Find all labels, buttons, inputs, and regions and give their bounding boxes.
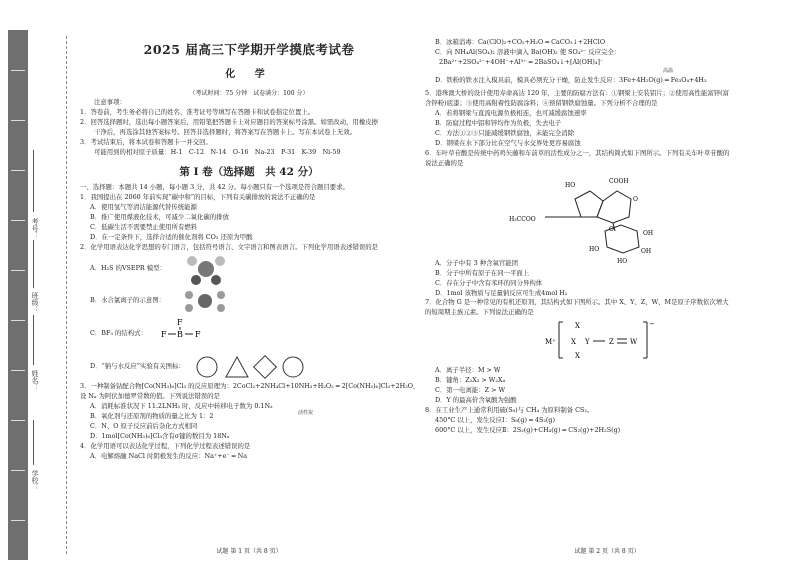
label-ho-2: HO — [589, 245, 600, 253]
note-line: 干净后，再选涂其他答案标号。回答非选择题时，将答案写在答题卡上。写在本试卷上无效。 — [94, 127, 357, 136]
exam-number-field-label: 考号： — [31, 218, 39, 239]
q1-option-b: B．推广使用煤液化技术，可减少二氧化碳的排放 — [90, 212, 229, 221]
label-m: M⁺ — [545, 338, 556, 347]
q3-option-d: D．1mol[Co(NH₃)₆]Cl₃含有σ键的数目为 18Nₐ — [90, 432, 230, 441]
svg-text:F: F — [176, 318, 183, 328]
q5-option-c: C．方法①②③只能减缓钢铁腐蚀，未能完全消除 — [435, 129, 575, 138]
q1-option-d: D．在一定条件下，选择合适的催化剂将 CO₂ 还原为甲酸 — [90, 232, 253, 241]
q4-condition: 高温 — [663, 67, 674, 74]
school-field-label: 学校： — [31, 470, 39, 491]
note-line: 3．考试结束后，将本试卷和答题卡一并交回。 — [80, 137, 212, 146]
q7-stem-2: 的短周期主族元素。下列说法正确的是 — [425, 308, 534, 317]
q1-stem: 1．我国提出在 2060 年前实现“碳中和”的目标，下列有关碳排放的说法不正确的是 — [80, 192, 316, 201]
label-charge: − — [649, 320, 655, 329]
vsepr-model-image — [176, 252, 236, 286]
q4-option-a: A．电解熔融 NaCl 时阴极发生的反应：Na⁺+e⁻ ═ Na — [90, 451, 248, 460]
svg-text:F: F — [194, 330, 201, 340]
q4-equation-c: 2Ba²⁺+2SO₄²⁻+4OH⁻+Al³⁺ ═ 2BaSO₄↓+[Al(OH)₄]⁻ — [439, 57, 604, 66]
school-field-line[interactable] — [33, 420, 34, 465]
q3-option-b: B．氧化剂与还原剂的物质的量之比为 1：2 — [90, 412, 214, 421]
q7-option-c: C．第一电离能：Z > W — [435, 386, 506, 395]
page-one — [80, 0, 418, 562]
svg-text:F: F — [160, 330, 167, 340]
exam-meta: （考试时间：75 分钟 试卷满分：100 分） — [189, 89, 309, 97]
q1-option-c: C．低碳生活不需要禁止使用所有燃料 — [90, 222, 198, 231]
q4-option-c: C．向 NH₄Al(SO₄)₂ 溶液中滴入 Ba(OH)₂ 使 SO₄²⁻ 反应完全： — [435, 47, 621, 56]
q2-option-d: D．“钠与水反应”实验有关图标： — [90, 362, 185, 371]
q1-option-a: A．使用氢气等清洁能源代替传统能源 — [90, 202, 197, 211]
page-one-footer: 试题 第 1 页（共 8 页） — [216, 547, 282, 555]
label-ring-o: O — [633, 195, 638, 203]
section-instruction: 一、选择题：本题共 14 小题，每小题 3 分，共 42 分。每小题只有一个选项是符合题目要求。 — [80, 182, 349, 191]
q7-option-b: B．键角：Z₂X₂ > W₂X₄ — [435, 376, 506, 385]
note-line: 1．答卷前，考生务必将自己的姓名、准考证号等填写在答题卡和试卷指定位置上。 — [80, 108, 315, 117]
q2-stem: 2．化学用语表达化学思想的专门语言，包括符号语言、文字语言和图表语言。下列化学用语表述错误的是 — [80, 242, 379, 251]
label-x-3: X — [575, 352, 580, 361]
cut-line — [66, 36, 67, 554]
q2-option-c: C．BF₃ 的结构式： — [90, 329, 147, 338]
q7-option-d: D．Y 的最高价含氧酸为强酸 — [435, 395, 517, 404]
q2-option-a: A．H₂S 的VSEPR 模型： — [90, 264, 166, 273]
q3-option-c: C．N、O 原子反应前后杂化方式相同 — [90, 422, 198, 431]
label-x-1: X — [575, 322, 580, 331]
q3-stem: 3．一种制备钴配合物[Co(NH₃)₆]Cl₃ 的反应原理为：2CoCl₂+2NH₄Cl+10NH₃+H₂O₂ ═ 2[Co(NH₃)₆]Cl₃+2H₂O， — [80, 382, 420, 391]
binding-sideband — [8, 30, 28, 560]
q2-option-b: B．水合氯离子的示意图： — [90, 296, 165, 305]
safety-icons-image — [195, 354, 305, 380]
q7-stem: 7．化合物 G 是一种常见的有机还原剂，其结构式如下图所示。其中 X、Y、Z、W、M是原子序数依次增大 — [425, 298, 729, 307]
q5-stem: 5．港珠澳大桥的设计使用寿命高达 120 年，主要的防腐方法有：①钢梁上安装铝片；②使用高性能富锌(富 — [425, 89, 730, 98]
note-line: 2．回答选择题时，选出每小题答案后，用铅笔把答题卡上对应题目的答案标号涂黑。如需改动，用橡皮擦 — [80, 118, 379, 127]
class-field-line[interactable] — [33, 240, 34, 288]
label-oh-2: OH — [641, 247, 652, 255]
q6-stem-2: 说法正确的是 — [425, 158, 464, 167]
q3-option-a: A．消耗标准状况下 11.2LNH₃ 时，反应中转移电子数为 0.1Nₐ — [90, 402, 273, 411]
label-ho: HO — [565, 181, 576, 189]
q4-option-d: D．铁粉的铁水注入模具前，模具必须充分干燥，防止发生反应：3Fe+4H₂O(g) ═ Fe₃O₄+4H₂ — [435, 75, 707, 84]
q8-reaction-1: 450°C 以上，发生反应Ⅰ：S₈(g) ═ 4S₂(g) — [435, 415, 555, 424]
class-field-label: 班级： — [31, 292, 39, 313]
label-cooh: COOH — [609, 177, 629, 185]
q4-option-b: B．冰箱消毒：Ca(ClO)₂+CO₂+H₂O ═ CaCO₃↓+2HClO — [435, 38, 606, 46]
label-w: W — [630, 338, 638, 347]
q7-structure-image — [425, 318, 789, 362]
hydrated-chloride-image — [175, 287, 235, 315]
q5-stem-2: 含锌粉)底漆；③使用高附着性防腐涂料；④预留钢铁腐蚀量。下列分析不合理的是 — [425, 99, 658, 108]
label-y: Y — [585, 338, 590, 347]
name-field-label: 姓名： — [31, 370, 39, 391]
q6-option-c: C．存在分子中含有苯环的同分异构体 — [435, 278, 543, 287]
q8-reaction-2: 600°C 以上，发生反应Ⅱ：2S₂(g)+CH₄(g) ═ CS₂(g)+2H₂S(g) — [435, 425, 621, 434]
q6-option-a: A．分子中有 3 种含氧官能团 — [435, 258, 519, 267]
q4-stem: 4．化学用语可以表达化学过程，下列化学过程表述错误的是 — [80, 441, 251, 450]
q3-catalyst: 活性炭 — [298, 410, 314, 416]
section-title: 第 I 卷（选择题 共 42 分） — [179, 165, 319, 178]
q5-option-d: D．钢梁在水下部分比在空气与水交界处更容易腐蚀 — [435, 139, 581, 148]
svg-text:B: B — [176, 330, 183, 340]
exam-title: 2025 届高三下学期开学摸底考试卷 — [143, 42, 355, 57]
q6-stem: 6．车叶草苷酸是传统中药鸡矢藤和车前草的活性成分之一，其结构简式如下图所示。下列有关车叶草苷酸的 — [425, 148, 730, 157]
q5-option-b: B．防腐过程中铝和锌均作为负极，失去电子 — [435, 119, 562, 128]
bf3-structure-image — [157, 317, 207, 351]
notes-title: 注意事项： — [94, 98, 126, 107]
q8-stem: 8．在工业生产上通常利用硫(S₈)与 CH₄ 为原料制备 CS₂。 — [425, 405, 594, 414]
page-two — [425, 0, 789, 562]
q5-option-a: A．若将钢梁与直流电源负极相连，也可减缓腐蚀速率 — [435, 109, 587, 118]
label-acetate: H₃CCOO — [509, 215, 536, 223]
name-field-line[interactable] — [33, 315, 34, 365]
q6-option-d: D．1mol 该物质与足量钠反应可生成4mol H₂ — [435, 288, 568, 297]
exam-number-field-line[interactable] — [33, 150, 34, 212]
atomic-masses: 可能用到的相对原子质量：H-1 C-12 N-14 O-16 Na-23 P-31 K-39 Ni-59 — [94, 147, 341, 156]
label-oh-1: OH — [643, 229, 654, 237]
label-z: Z — [609, 338, 614, 347]
subject-title: 化 学 — [225, 69, 273, 81]
q7-option-a: A．离子半径：M > W — [435, 366, 501, 375]
label-glyco-o: O — [609, 225, 614, 233]
label-x-2: X — [571, 338, 576, 347]
label-ho-3: HO — [617, 257, 628, 265]
page-two-footer: 试题 第 2 页（共 8 页） — [574, 547, 640, 555]
q6-option-b: B．分子中所有原子在同一平面上 — [435, 268, 530, 277]
q3-stem-2: 设 Nₐ 为阿伏加德罗常数的值。下列说法错误的是 — [80, 392, 220, 401]
